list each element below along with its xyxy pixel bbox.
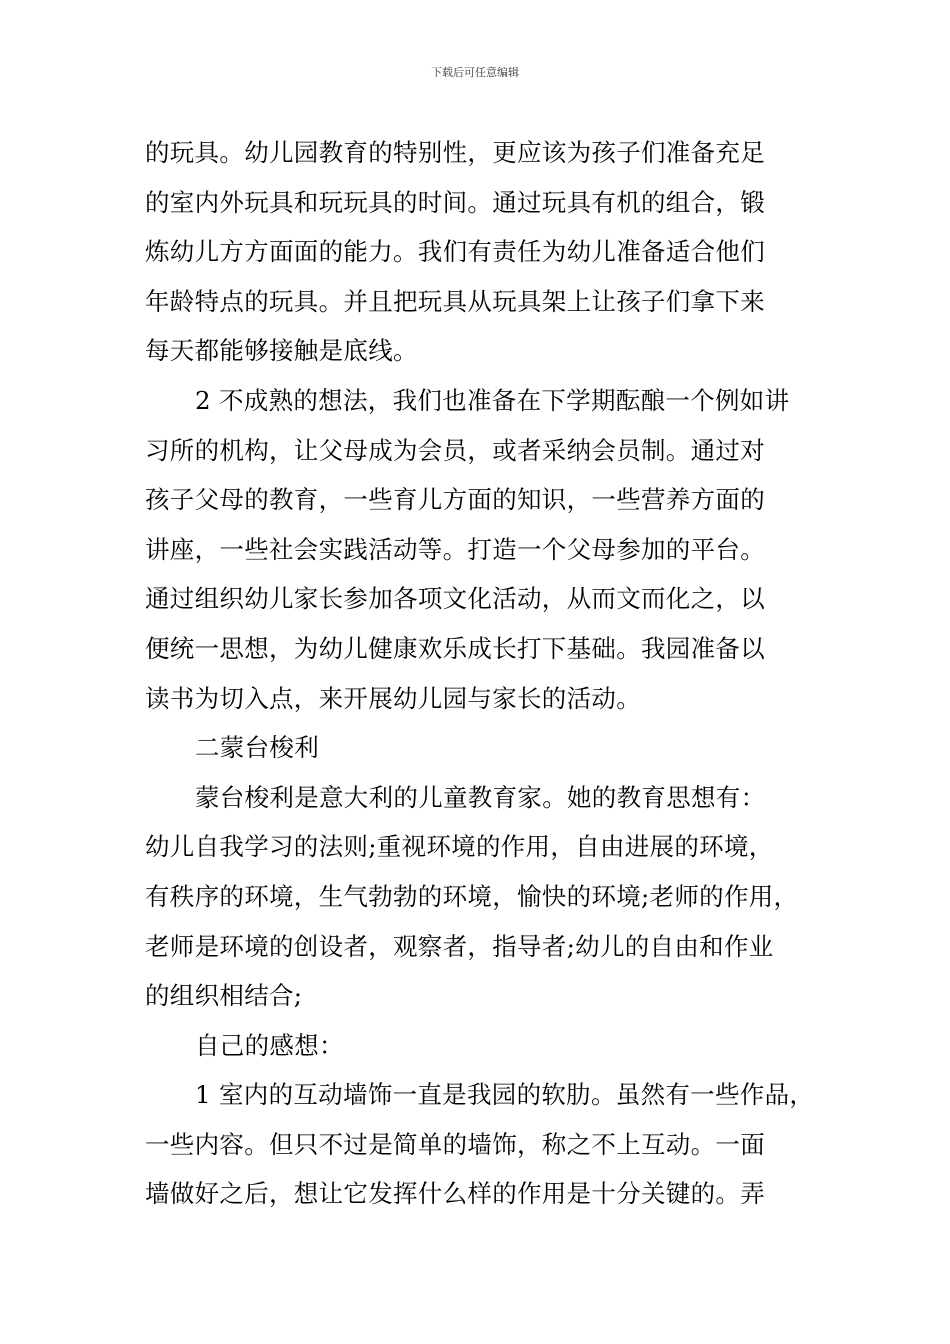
subheading-reflections: 自己的感想：	[195, 1030, 344, 1060]
page-header: 下载后可任意编辑	[431, 66, 519, 79]
document-body	[145, 128, 835, 1219]
paragraph-montessori-ideas: 蒙台梭利是意大利的儿童教育家。她的教育思想有： 幼儿自我学习的法则;重视环境的作用，自由进展的环境， 有秩序的环境，生气勃勃的环境，愉快的环境;老师的作用， 老师是环境的创设者，观察者，指导者;幼儿的自由和作业 的组织相结合;	[145, 782, 799, 1011]
paragraph-toys: 的玩具。幼儿园教育的特别性，更应该为孩子们准备充足 的室内外玩具和玩玩具的时间。通过玩具有机的组合，锻 炼幼儿方方面面的能力。我们有责任为幼儿准备适合他们 年龄特点的玩具。并且把玩具从玩具架上让孩子们拿下来 每天都能够接触是底线。	[145, 138, 765, 366]
section-heading-montessori: 二蒙台梭利	[195, 733, 319, 763]
paragraph-wall-decoration: 1 室内的互动墙饰一直是我园的软肋。虽然有一些作品， 一些内容。但只不过是简单的墙饰，称之不上互动。一面 墙做好之后，想让它发挥什么样的作用是十分关键的。弄	[145, 1080, 815, 1209]
paragraph-parent-school: 2 不成熟的想法，我们也准备在下学期酝酿一个例如讲 习所的机构，让父母成为会员，或者采纳会员制。通过对 孩子父母的教育，一些育儿方面的知识，一些营养方面的 讲座，一些社会实践活动等。打造一个父母参加的平台。 通过组织幼儿家长参加各项文化活动，从而文而化之，以 便统一思想，为幼儿健康欢乐成长打下基础。我园准备以 读书为切入点，来开展幼儿园与家长的活动。	[145, 385, 790, 713]
